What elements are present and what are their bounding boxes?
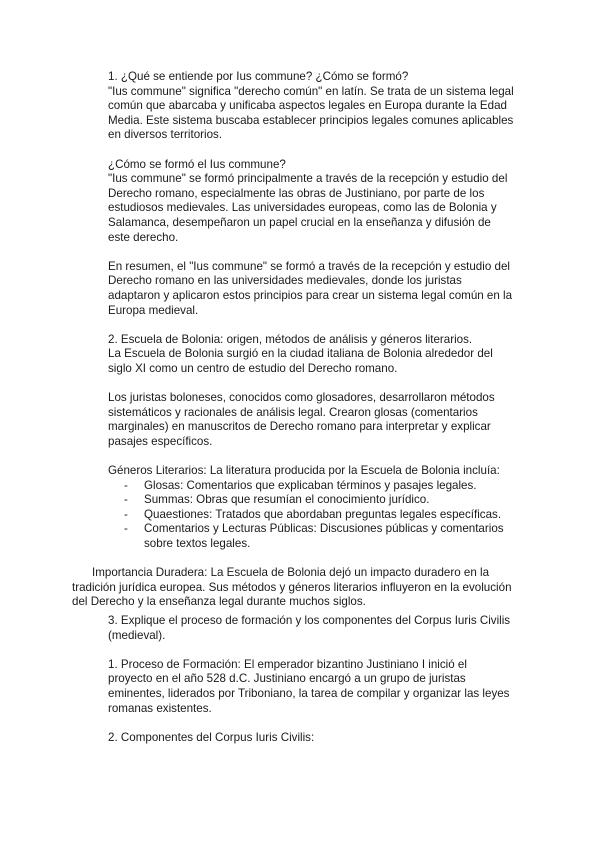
list-item: - Comentarios y Lecturas Públicas: Discusiones públicas y comentarios sobre textos legales. — [108, 522, 514, 551]
q1-formation: "Ius commune" se formó principalmente a través de la recepción y estudio del Derecho romano, especialmente las obras de Justiniano, por parte de los estudiosos medievales. Las universidades europeas, como las de Bolonia y Salamanca, desempeñaron un papel crucial en la enseñanza y difusión de este derecho. — [108, 172, 508, 244]
q1-subheading: ¿Cómo se formó el Ius commune? — [108, 157, 286, 171]
list-item: - Quaestiones: Tratados que abordaban preguntas legales específicas. — [108, 508, 514, 523]
list-item: - Summas: Obras que resumían el conocimiento jurídico. — [108, 493, 514, 508]
q2-genres-intro: Géneros Literarios: La literatura producida por la Escuela de Bolonia incluía: — [108, 464, 500, 478]
q3-heading: 3. Explique el proceso de formación y los componentes del Corpus Iuris Civilis (medieval). — [108, 613, 511, 642]
list-item: - Glosas: Comentarios que explicaban términos y pasajes legales. — [108, 479, 514, 494]
q1-answer: "Ius commune" significa "derecho común" en latín. Se trata de un sistema legal común que abarcaba y unificaba aspectos legales en Europa durante la Edad Media. Este sistema buscaba establecer principios legales comunes aplicables en diversos territorios. — [108, 84, 514, 142]
genres-list — [108, 479, 514, 552]
q1-summary: En resumen, el "Ius commune" se formó a través de la recepción y estudio del Derecho romano en las universidades medievales, donde los juristas adaptaron y aplicaron estos principios para crear un sistema legal común en la Europa medieval. — [108, 259, 513, 317]
q1-heading: 1. ¿Qué se entiende por Ius commune? ¿Cómo se formó? — [108, 70, 409, 83]
q3-components-heading: 2. Componentes del Corpus Iuris Civilis: — [108, 730, 315, 744]
q3-process: 1. Proceso de Formación: El emperador bizantino Justiniano I inició el proyecto en el año 528 d.C. Justiniano encargó a un grupo de juristas eminentes, liderados por Triboniano, la tarea de compilar y organizar las leyes romanas existentes. — [108, 657, 510, 715]
q2-origin: La Escuela de Bolonia surgió en la ciudad italiana de Bolonia alrededor del siglo XI como un centro de estudio del Derecho romano. — [108, 347, 493, 375]
q2-importance — [72, 566, 514, 610]
q2-heading: 2. Escuela de Bolonia: origen, métodos de análisis y géneros literarios. — [108, 332, 473, 346]
q2-methods: Los juristas boloneses, conocidos como glosadores, desarrollaron métodos sistemáticos y racionales de análisis legal. Crearon glosas (comentarios marginales) en manuscritos de Derecho romano para interpretar y explicar pasajes específicos. — [108, 391, 495, 448]
q2-importance-text: Importancia Duradera: La Escuela de Bolonia dejó un impacto duradero en la tradición jurídica europea. Sus métodos y géneros literarios influyeron en la evolución del Derecho y la enseñanza legal durante muchos siglos. — [72, 566, 512, 609]
